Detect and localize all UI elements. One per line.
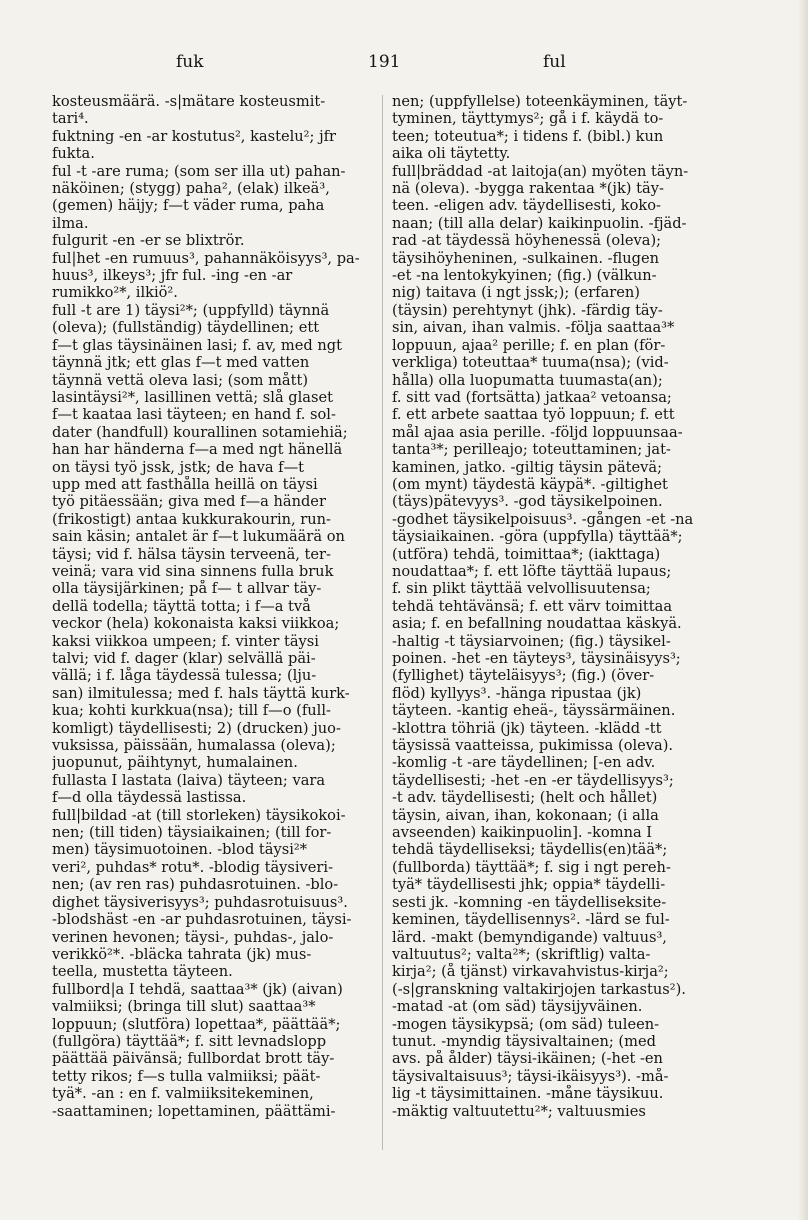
right-column — [392, 93, 722, 1120]
text-line: nä (oleva). -bygga rakentaa *(jk) täy- — [392, 180, 664, 198]
text-line: avseenden) kaikinpuolin]. -komna I — [392, 824, 653, 842]
text-line: verkliga) toteuttaa* tuuma(nsa); (vid- — [392, 354, 669, 372]
text-line: kua; kohti kurkkua(nsa); till f—o (full- — [52, 702, 331, 720]
text-line: veri², puhdas* rotu*. -blodig täysiveri- — [52, 858, 334, 876]
text-line: olla täysijärkinen; på f— t allvar täy- — [52, 580, 322, 598]
text-line: veckor (hela) kokonaista kaksi viikkoa; — [52, 615, 340, 633]
text-line: juopunut, päihtynyt, humalainen. — [52, 754, 298, 772]
text-line: -et -na lentokykyinen; (fig.) (välkun- — [392, 267, 657, 285]
text-line: full|bildad -at (till storleken) täysikokoi- — [52, 806, 346, 824]
text-line: täynnä vettä oleva lasi; (som mått) — [52, 371, 309, 389]
text-line: lasintäysi²*, lasillinen vettä; slå glaset — [52, 388, 333, 406]
text-line: huus³, ilkeys³; jfr ful. -ing -en -ar — [52, 267, 293, 285]
text-line: täydellisesti; -het -en -er täydellisyys³; — [392, 771, 674, 789]
text-line: dater (handfull) kourallinen sotamiehiä; — [52, 423, 348, 441]
text-line: tehdä täydelliseksi; täydellis(en)tää*; — [392, 841, 668, 859]
text-line: ful -t -are ruma; (som ser illa ut) pahan- — [52, 162, 346, 180]
text-line: (fullgöra) täyttää*; f. sitt levnadslopp — [52, 1032, 327, 1050]
text-line: nen; (av ren ras) puhdasrotuinen. -blo- — [52, 876, 339, 894]
text-line: valtuutus²; valta²*; (skriftlig) valta- — [392, 945, 651, 963]
text-line: full -t are 1) täysi²*; (uppfylld) täynnä — [52, 301, 330, 319]
text-line: avs. på ålder) täysi-ikäinen; (-het -en — [392, 1050, 663, 1068]
text-line: tyminen, täyttymys²; gå i f. käydä to- — [392, 110, 664, 128]
text-line: tyä*. -an : en f. valmiiksitekeminen, — [52, 1085, 314, 1103]
text-line: tehdä tehtävänsä; f. ett värv toimittaa — [392, 597, 673, 615]
text-line: -matad -at (om säd) täysijyväinen. — [392, 998, 643, 1016]
text-line: mål ajaa asia perille. -följd loppuunsaa- — [392, 423, 683, 441]
text-line: -t adv. täydellisesti; (helt och hållet) — [392, 789, 658, 807]
text-line: (täys)pätevyys³. -god täysikelpoinen. — [392, 493, 663, 511]
text-line: komligt) täydellisesti; 2) (drucken) juo- — [52, 719, 341, 737]
text-line: sain käsin; antalet är f—t lukumäärä on — [52, 528, 345, 546]
text-line: fullasta I lastata (laiva) täyteen; vara — [52, 771, 326, 789]
text-line: san) ilmitulessa; med f. hals täyttä kurk- — [52, 684, 350, 702]
text-line: ilma. — [52, 214, 89, 232]
text-line: fullbord|a I tehdä, saattaa³* (jk) (aivan) — [52, 980, 343, 998]
text-line: tanta³*; perilleajo; toteuttaminen; jat- — [392, 441, 671, 459]
text-line: ful|het -en rumuus³, pahannäköisyys³, pa- — [52, 249, 360, 267]
text-line: on täysi työ jssk, jstk; de hava f—t — [52, 458, 305, 476]
text-line: työ pitäessään; giva med f—a händer — [52, 493, 326, 511]
text-line: -komlig -t -are täydellinen; [-en adv. — [392, 754, 656, 772]
text-line: hålla) olla luopumatta tuumasta(an); — [392, 371, 663, 389]
text-line: päättää päivänsä; fullbordat brott täy- — [52, 1050, 335, 1068]
text-line: täysihöyheninen, -sulkainen. -flugen — [392, 249, 660, 267]
text-line: (täysin) perehtynyt (jhk). -färdig täy- — [392, 301, 663, 319]
text-line: (utföra) tehdä, toimittaa*; (iakttaga) — [392, 545, 661, 563]
text-line: f. sin plikt täyttää velvollisuutensa; — [392, 580, 651, 598]
text-line: rumikko²*, ilkiö². — [52, 284, 178, 302]
text-line: f—d olla täydessä lastissa. — [52, 789, 247, 807]
column-divider — [382, 95, 383, 1150]
text-line: -klottra töhriä (jk) täyteen. -klädd -tt — [392, 719, 662, 737]
text-line: vällä; i f. låga täydessä tulessa; (lju- — [52, 667, 317, 685]
page-number: 191 — [368, 52, 401, 72]
text-line: näköinen; (stygg) paha², (elak) ilkeä³, — [52, 180, 330, 198]
text-line: -godhet täysikelpoisuus³. -gången -et -na — [392, 510, 694, 528]
text-line: täysivaltaisuus³; täysi-ikäisyys³). -må- — [392, 1067, 669, 1085]
text-line: (fullborda) täyttää*; f. sig i ngt pereh- — [392, 858, 671, 876]
text-line: täysiaikainen. -göra (uppfylla) täyttää*; — [392, 528, 683, 546]
text-line: verinen hevonen; täysi-, puhdas-, jalo- — [52, 928, 334, 946]
text-line: rad -at täydessä höyhenessä (oleva); — [392, 232, 662, 250]
text-line: nen; (uppfyllelse) toteenkäyminen, täyt- — [392, 93, 688, 110]
text-line: valmiiksi; (bringa till slut) saattaa³* — [52, 998, 316, 1016]
text-line: (oleva); (fullständig) täydellinen; ett — [52, 319, 320, 337]
text-line: aika oli täytetty. — [392, 145, 511, 163]
text-line: f. sitt vad (fortsätta) jatkaa² vetoansa; — [392, 388, 672, 406]
text-line: teella, mustetta täyteen. — [52, 963, 233, 981]
text-line: sin, aivan, ihan valmis. -följa saattaa³* — [392, 319, 675, 337]
text-line: fukta. — [52, 145, 95, 163]
left-column — [52, 93, 374, 1120]
text-line: kaksi viikkoa umpeen; f. vinter täysi — [52, 632, 319, 650]
text-line: keminen, täydellisennys². -lärd se ful- — [392, 911, 670, 929]
text-line: täynnä jtk; ett glas f—t med vatten — [52, 354, 310, 372]
text-line: (om mynt) täydestä käypä*. -giltighet — [392, 475, 668, 493]
text-line: täysin, aivan, ihan, kokonaan; (i alla — [392, 806, 659, 824]
text-line: kosteusmäärä. -s|mätare kosteusmit- — [52, 93, 326, 110]
running-head-right: ful — [543, 52, 566, 72]
text-line: (fyllighet) täyteläisyys³; (fig.) (över- — [392, 667, 655, 685]
text-line: fuktning -en -ar kostutus², kastelu²; jfr — [52, 127, 336, 145]
text-line: flöd) kyllyys³. -hänga ripustaa (jk) — [392, 684, 642, 702]
text-line: -mogen täysikypsä; (om säd) tuleen- — [392, 1015, 660, 1033]
text-line: sesti jk. -komning -en täydelliseksite- — [392, 893, 667, 911]
text-line: dellä todella; täyttä totta; i f—a två — [52, 597, 311, 615]
text-line: noudattaa*; f. ett löfte täyttää lupaus; — [392, 562, 672, 580]
text-line: -blodshäst -en -ar puhdasrotuinen, täysi- — [52, 911, 352, 929]
text-line: -saattaminen; lopettaminen, päättämi- — [52, 1102, 336, 1120]
text-line: f—t glas täysinäinen lasi; f. av, med ngt — [52, 336, 342, 354]
text-line: vuksissa, päissään, humalassa (oleva); — [52, 737, 336, 755]
text-line: -mäktig valtuutettu²*; valtuusmies — [392, 1102, 646, 1120]
text-line: (-s|granskning valtakirjojen tarkastus²). — [392, 980, 686, 998]
text-line: teen. -eligen adv. täydellisesti, koko- — [392, 197, 661, 215]
text-line: fulgurit -en -er se blixtrör. — [52, 232, 245, 250]
text-line: asia; f. en befallning noudattaa käskyä. — [392, 615, 682, 633]
text-line: lärd. -makt (bemyndigande) valtuus³, — [392, 928, 667, 946]
text-line: täysi; vid f. hälsa täysin terveenä, ter- — [52, 545, 331, 563]
text-line: teen; toteutua*; i tidens f. (bibl.) kun — [392, 127, 664, 145]
text-line: täyteen. -kantig eheä-, täyssärmäinen. — [392, 702, 676, 720]
text-line: naan; (till alla delar) kaikinpuolin. -fjäd- — [392, 214, 687, 232]
text-line: tunut. -myndig täysivaltainen; (med — [392, 1032, 656, 1050]
text-line: tyä* täydellisesti jhk; oppia* täydelli- — [392, 876, 666, 894]
text-line: tetty rikos; f—s tulla valmiiksi; päät- — [52, 1067, 321, 1085]
text-line: nen; (till tiden) täysiaikainen; (till for- — [52, 824, 332, 842]
text-line: han har händerna f—a med ngt hänellä — [52, 441, 343, 459]
text-line: full|bräddad -at laitoja(an) myöten täyn- — [392, 162, 689, 180]
page-edge-shadow — [798, 0, 808, 1220]
text-line: kirja²; (å tjänst) virkavahvistus-kirja²; — [392, 963, 669, 981]
text-line: dighet täysiverisyys³; puhdasrotuisuus³. — [52, 893, 348, 911]
text-line: (frikostigt) antaa kukkurakourin, run- — [52, 510, 331, 528]
text-line: upp med att fasthålla heillä on täysi — [52, 475, 318, 493]
text-line: poinen. -het -en täyteys³, täysinäisyys³; — [392, 650, 681, 667]
text-line: -haltig -t täysiarvoinen; (fig.) täysikel- — [392, 632, 671, 650]
text-line: tari⁴. — [52, 110, 89, 128]
text-line: loppuun; (slutföra) lopettaa*, päättää*; — [52, 1015, 341, 1033]
text-line: täysissä vaatteissa, pukimissa (oleva). — [392, 737, 674, 755]
text-line: f. ett arbete saattaa työ loppuun; f. ett — [392, 406, 675, 424]
text-line: veinä; vara vid sina sinnens fulla bruk — [52, 562, 334, 580]
text-line: verikkö²*. -bläcka tahrata (jk) mus- — [52, 945, 312, 963]
text-line: f—t kaataa lasi täyteen; en hand f. sol- — [52, 406, 336, 424]
text-line: talvi; vid f. dager (klar) selvällä päi- — [52, 650, 316, 667]
text-line: loppuun, ajaa² perille; f. en plan (för- — [392, 336, 666, 354]
text-line: (gemen) häijy; f—t väder ruma, paha — [52, 197, 325, 215]
text-line: nig) taitava (i ngt jssk;); (erfaren) — [392, 284, 640, 302]
text-line: kaminen, jatko. -giltig täysin pätevä; — [392, 458, 663, 476]
running-head-left: fuk — [176, 52, 204, 72]
text-line: lig -t täysimittainen. -måne täysikuu. — [392, 1085, 664, 1103]
text-line: men) täysimuotoinen. -blod täysi²* — [52, 841, 308, 859]
